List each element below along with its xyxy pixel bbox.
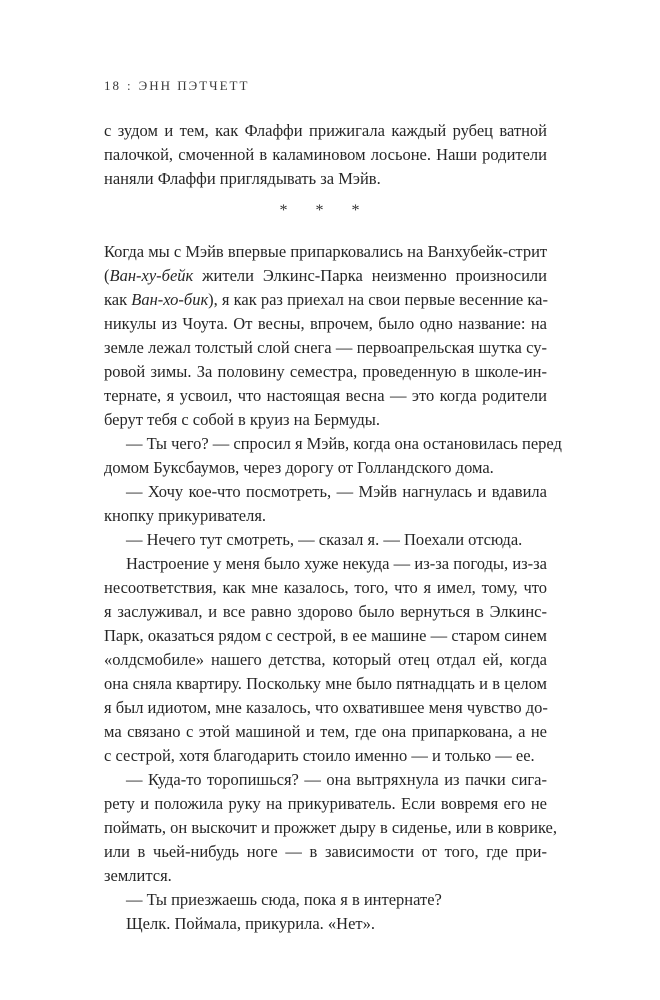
text-line: «олдсмобиле» нашего детства, который отец отдал ей, когда (104, 650, 547, 669)
text-line (104, 288, 547, 312)
page-number: 18 (104, 78, 121, 93)
text-line: кнопку прикуривателя. (104, 506, 267, 525)
running-head-separator: : (127, 78, 133, 93)
text-line: Парк, оказаться рядом с сестрой, в ее машине — старом синем (104, 626, 547, 645)
text-line: домом Буксбаумов, через дорогу от Голландского дома. (104, 458, 494, 477)
text-line: я заслуживал, и все равно здорово было вернуться в Элкинс- (104, 602, 547, 621)
text-line: никулы из Чоута. От весны, впрочем, было одно название: на (104, 314, 547, 333)
section-separator: * * * (279, 202, 372, 219)
text-line: рету и положила руку на прикуриватель. Если вовремя его не (104, 794, 547, 813)
running-head (104, 78, 249, 94)
text-line: — Нечего тут смотреть, — сказал я. — Поехали отсюда. (126, 530, 523, 549)
text-line (104, 264, 547, 288)
text-line: — Ты чего? — спросил я Мэйв, когда она остановилась перед (126, 434, 562, 453)
text-line: с сестрой, хотя благодарить стоило именно — и только — ее. (104, 746, 535, 765)
text-line: тернате, я усвоил, что настоящая весна — это когда родители (104, 386, 547, 405)
paragraph-block-2 (104, 240, 562, 936)
text-line: наняли Флаффи приглядывать за Мэйв. (104, 169, 381, 188)
text-fragment: ( (104, 266, 110, 285)
text-line: поймать, он выскочит и прожжет дыру в сиденье, или в коврике, (104, 818, 558, 837)
text-line: несоответствия, как мне казалось, того, что я имел, тому, что (104, 578, 547, 597)
text-fragment: как (104, 290, 132, 309)
text-line: Щелк. Поймала, прикурила. «Нет». (126, 914, 375, 933)
text-line: Настроение у меня было хуже некуда — из-за погоды, из-за (126, 554, 547, 573)
text-fragment: жители Элкинс-Парка неизменно произносили (193, 266, 547, 285)
text-line: Когда мы с Мэйв впервые припарковались на Ванхубейк-стрит (104, 242, 548, 261)
text-line: палочкой, смоченной в каламиновом лосьоне. Наши родители (104, 145, 547, 164)
text-line: ровой зимы. За половину семестра, проведенную в школе-ин- (104, 362, 547, 381)
text-line: — Ты приезжаешь сюда, пока я в интернате? (126, 890, 442, 909)
text-line: с зудом и тем, как Флаффи прижигала каждый рубец ватной (104, 121, 547, 140)
text-fragment: ), я как раз приехал на свои первые весенние ка- (208, 290, 548, 309)
italic-word: Ван-хо-бик (131, 290, 209, 309)
paragraph-block-1 (104, 119, 547, 191)
text-line: — Хочу кое-что посмотреть, — Мэйв нагнулась и вдавила (126, 482, 547, 501)
text-line: земле лежал толстый слой снега — первоапрельская шутка су- (104, 338, 547, 357)
text-line: землится. (104, 866, 172, 885)
text-line: она сняла квартиру. Поскольку мне было пятнадцать и в целом (104, 674, 547, 693)
text-line: ма связано с этой машиной и тем, где она припаркована, а не (104, 722, 547, 741)
author-name: ЭНН ПЭТЧЕТТ (138, 78, 250, 93)
text-line: я был идиотом, мне казалось, что охватившее меня чувство до- (104, 698, 548, 717)
italic-word: Ван-ху-бейк (109, 266, 194, 285)
text-line: или в чьей-нибудь ноге — в зависимости от того, где при- (104, 842, 547, 861)
text-line: — Куда-то торопишься? — она вытряхнула из пачки сига- (126, 770, 547, 789)
text-line: берут тебя с собой в круиз на Бермуды. (104, 410, 380, 429)
